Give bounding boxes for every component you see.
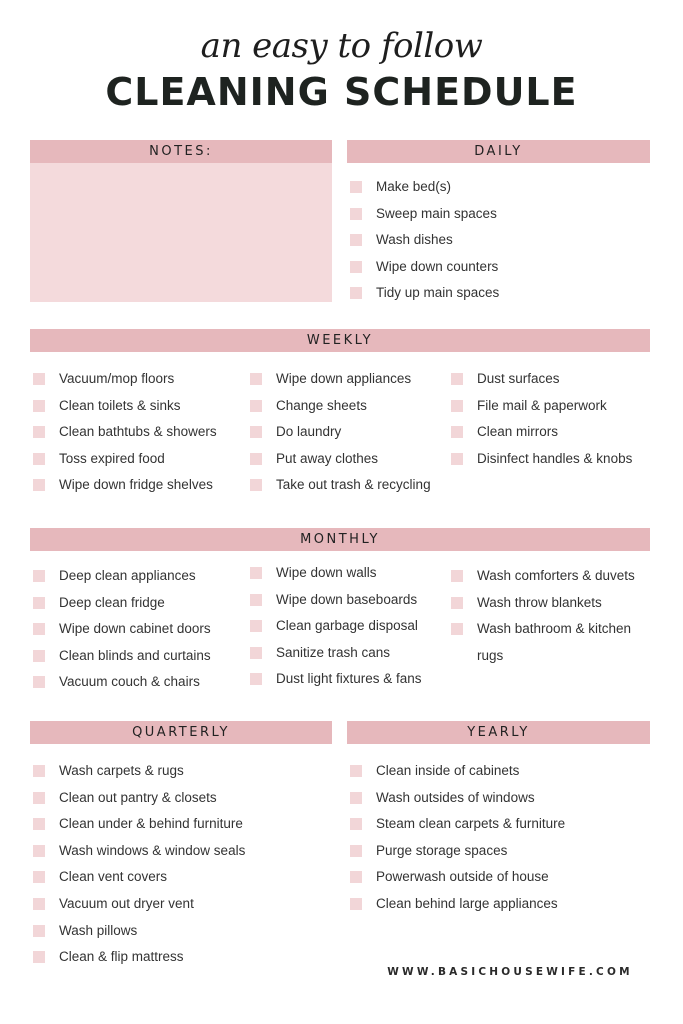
weekly-col-1 bbox=[30, 366, 217, 499]
list-item bbox=[448, 419, 632, 446]
list-item bbox=[347, 891, 565, 918]
list-item bbox=[30, 590, 211, 617]
checkbox[interactable] bbox=[350, 208, 362, 220]
checkbox[interactable] bbox=[33, 650, 45, 662]
list-item bbox=[30, 472, 217, 499]
weekly-col-3 bbox=[448, 366, 632, 472]
list-item bbox=[30, 785, 245, 812]
item-label: Steam clean carpets & furniture bbox=[376, 816, 566, 832]
item-label: Vacuum/mop floors bbox=[59, 371, 175, 386]
list-item bbox=[347, 201, 499, 228]
list-item bbox=[30, 864, 245, 891]
checkbox[interactable] bbox=[250, 620, 262, 632]
weekly-header: WEEKLY bbox=[30, 329, 650, 352]
item-label: Put away clothes bbox=[276, 450, 379, 466]
checkbox[interactable] bbox=[250, 647, 262, 659]
list-item bbox=[30, 643, 211, 670]
subtitle-script: an easy to follow bbox=[200, 26, 483, 66]
checkbox[interactable] bbox=[451, 400, 463, 412]
checkbox[interactable] bbox=[350, 287, 362, 299]
checkbox[interactable] bbox=[33, 373, 45, 385]
item-label: Wash outsides of windows bbox=[376, 789, 535, 805]
item-label: Sweep main spaces bbox=[376, 205, 497, 221]
list-item bbox=[448, 446, 632, 473]
item-label: Clean inside of cabinets bbox=[376, 763, 520, 778]
list-item bbox=[247, 472, 431, 499]
list-item bbox=[247, 666, 422, 693]
list-item bbox=[30, 393, 217, 420]
checkbox[interactable] bbox=[33, 951, 45, 963]
item-label: Clean blinds and curtains bbox=[59, 647, 211, 663]
list-item bbox=[448, 590, 635, 617]
monthly-col-2 bbox=[247, 560, 422, 693]
item-label: Clean bathtubs & showers bbox=[59, 424, 217, 440]
checkbox[interactable] bbox=[451, 373, 463, 385]
list-item bbox=[347, 838, 565, 865]
item-label: Wash dishes bbox=[376, 232, 453, 248]
checkbox[interactable] bbox=[33, 871, 45, 883]
checkbox[interactable] bbox=[350, 234, 362, 246]
checkbox[interactable] bbox=[33, 818, 45, 830]
item-label: Wipe down cabinet doors bbox=[59, 621, 211, 637]
item-label: Dust light fixtures & fans bbox=[276, 671, 422, 687]
checkbox[interactable] bbox=[350, 792, 362, 804]
checkbox[interactable] bbox=[350, 765, 362, 777]
checkbox[interactable] bbox=[250, 673, 262, 685]
list-item bbox=[448, 366, 632, 393]
list-item bbox=[247, 640, 422, 667]
item-label: Make bed(s) bbox=[376, 179, 452, 194]
list-item bbox=[247, 366, 431, 393]
item-label: Vacuum couch & chairs bbox=[59, 674, 200, 690]
item-label: Wash throw blankets bbox=[477, 594, 602, 610]
list-item bbox=[30, 758, 245, 785]
list-item bbox=[30, 944, 245, 971]
list-item bbox=[30, 811, 245, 838]
item-label: Toss expired food bbox=[59, 450, 165, 466]
list-item bbox=[247, 587, 422, 614]
item-label: Wash bathroom & kitchen bbox=[477, 621, 632, 637]
list-item bbox=[347, 811, 565, 838]
item-label: Clean garbage disposal bbox=[276, 618, 418, 634]
checkbox[interactable] bbox=[250, 567, 262, 579]
checkbox[interactable] bbox=[350, 818, 362, 830]
item-label: Dust surfaces bbox=[477, 371, 560, 386]
item-label: Disinfect handles & knobs bbox=[477, 450, 633, 466]
daily-header: DAILY bbox=[347, 140, 650, 163]
list-item bbox=[247, 393, 431, 420]
list-item bbox=[347, 758, 565, 785]
checkbox[interactable] bbox=[350, 845, 362, 857]
checkbox[interactable] bbox=[33, 792, 45, 804]
list-item bbox=[30, 669, 211, 696]
checkbox[interactable] bbox=[33, 570, 45, 582]
checkbox[interactable] bbox=[33, 676, 45, 688]
checkbox[interactable] bbox=[350, 181, 362, 193]
item-label: Wash comforters & duvets bbox=[477, 568, 635, 583]
list-item bbox=[247, 446, 431, 473]
list-item bbox=[30, 419, 217, 446]
checkbox[interactable] bbox=[250, 453, 262, 465]
item-label: Change sheets bbox=[276, 397, 367, 413]
item-label: Wash carpets & rugs bbox=[59, 763, 184, 778]
monthly-col-1 bbox=[30, 563, 211, 696]
item-label: Wipe down fridge shelves bbox=[59, 477, 213, 493]
list-item bbox=[30, 446, 217, 473]
list-item bbox=[247, 560, 422, 587]
list-item bbox=[347, 174, 499, 201]
checkbox[interactable] bbox=[250, 400, 262, 412]
list-item bbox=[30, 838, 245, 865]
list-item bbox=[247, 419, 431, 446]
checkbox[interactable] bbox=[250, 373, 262, 385]
list-item bbox=[30, 366, 217, 393]
item-label: Wipe down baseboards bbox=[276, 591, 418, 607]
checkbox[interactable] bbox=[33, 453, 45, 465]
item-label: Clean mirrors bbox=[477, 424, 559, 440]
yearly-list bbox=[347, 758, 565, 918]
item-label: Clean & flip mattress bbox=[59, 949, 184, 965]
checkbox[interactable] bbox=[250, 594, 262, 606]
item-label: Purge storage spaces bbox=[376, 842, 508, 858]
quarterly-header: QUARTERLY bbox=[30, 721, 332, 744]
list-item bbox=[347, 864, 565, 891]
notes-area[interactable] bbox=[30, 163, 332, 302]
list-item bbox=[448, 563, 635, 590]
item-label: Take out trash & recycling bbox=[276, 477, 431, 493]
list-item bbox=[347, 280, 499, 307]
checkbox[interactable] bbox=[350, 898, 362, 910]
list-item bbox=[30, 616, 211, 643]
item-label: Deep clean fridge bbox=[59, 594, 165, 610]
checkbox[interactable] bbox=[451, 623, 463, 635]
list-item bbox=[347, 227, 499, 254]
list-item bbox=[448, 393, 632, 420]
daily-list bbox=[347, 174, 499, 307]
checkbox[interactable] bbox=[33, 597, 45, 609]
checkbox[interactable] bbox=[250, 479, 262, 491]
quarterly-list bbox=[30, 758, 245, 971]
checkbox[interactable] bbox=[250, 426, 262, 438]
checkbox[interactable] bbox=[33, 623, 45, 635]
footer-url: WWW.BASICHOUSEWIFE.COM bbox=[387, 966, 633, 978]
item-label: Clean behind large appliances bbox=[376, 895, 558, 911]
item-label: Wipe down walls bbox=[276, 565, 377, 580]
yearly-header: YEARLY bbox=[347, 721, 650, 744]
checkbox[interactable] bbox=[33, 426, 45, 438]
checkbox[interactable] bbox=[33, 925, 45, 937]
item-label: Wipe down counters bbox=[376, 258, 499, 274]
weekly-col-2 bbox=[247, 366, 431, 499]
monthly-header: MONTHLY bbox=[30, 528, 650, 551]
notes-header: NOTES: bbox=[30, 140, 332, 163]
item-label: Wipe down appliances bbox=[276, 371, 412, 386]
checkbox[interactable] bbox=[451, 597, 463, 609]
list-item bbox=[30, 563, 211, 590]
list-item bbox=[347, 785, 565, 812]
checkbox[interactable] bbox=[350, 871, 362, 883]
page-title: CLEANING SCHEDULE bbox=[105, 70, 578, 114]
list-item bbox=[448, 616, 635, 643]
checkbox[interactable] bbox=[350, 261, 362, 273]
item-label: Clean under & behind furniture bbox=[59, 816, 243, 832]
item-label: Clean vent covers bbox=[59, 869, 168, 885]
list-item bbox=[247, 613, 422, 640]
list-item bbox=[347, 254, 499, 281]
item-label: Wash pillows bbox=[59, 922, 138, 938]
checkbox[interactable] bbox=[33, 479, 45, 491]
item-label: File mail & paperwork bbox=[477, 397, 607, 413]
item-label: Do laundry bbox=[276, 424, 342, 440]
monthly-col-3 bbox=[448, 563, 635, 669]
item-label: Vacuum out dryer vent bbox=[59, 895, 194, 911]
list-item-continuation bbox=[448, 643, 635, 670]
list-item bbox=[30, 891, 245, 918]
checkbox[interactable] bbox=[33, 765, 45, 777]
list-item bbox=[30, 918, 245, 945]
item-label: Sanitize trash cans bbox=[276, 644, 391, 660]
item-label: Deep clean appliances bbox=[59, 568, 196, 583]
item-label: Clean out pantry & closets bbox=[59, 789, 217, 805]
item-label: rugs bbox=[477, 647, 504, 663]
item-label: Wash windows & window seals bbox=[59, 842, 246, 858]
item-label: Tidy up main spaces bbox=[376, 285, 500, 301]
checkbox[interactable] bbox=[33, 898, 45, 910]
item-label: Powerwash outside of house bbox=[376, 869, 549, 885]
checkbox[interactable] bbox=[33, 400, 45, 412]
checkbox[interactable] bbox=[33, 845, 45, 857]
item-label: Clean toilets & sinks bbox=[59, 397, 181, 413]
checkbox[interactable] bbox=[451, 453, 463, 465]
checkbox[interactable] bbox=[451, 570, 463, 582]
checkbox[interactable] bbox=[451, 426, 463, 438]
